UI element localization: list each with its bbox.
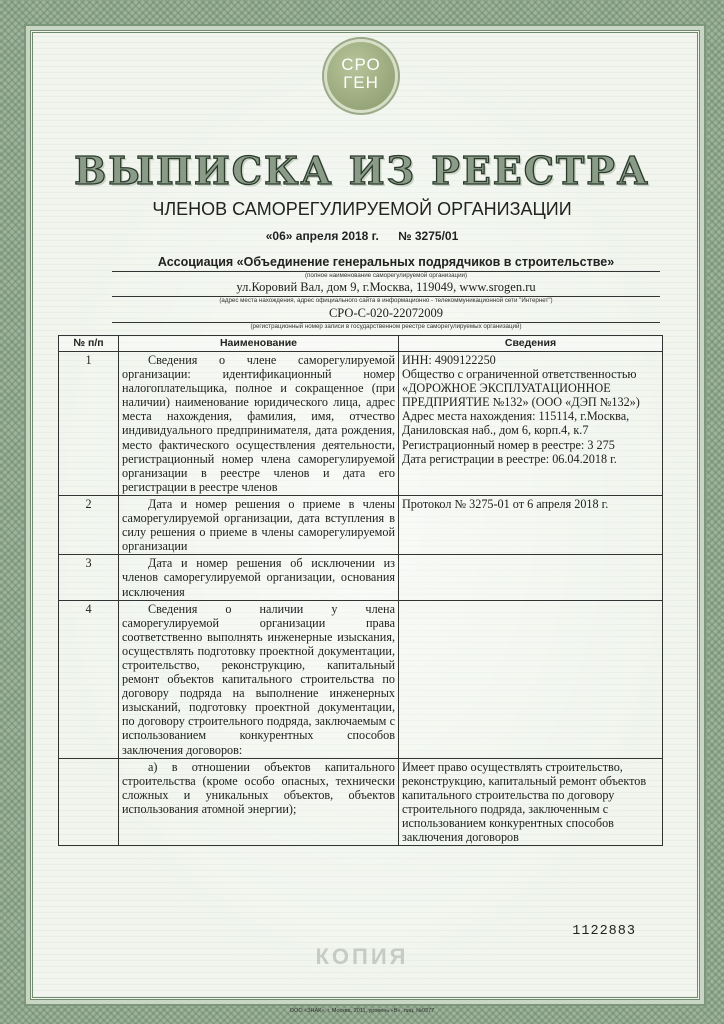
info-line: Имеет право осуществлять строительство, реконструкцию, капитальный ремонт объектов капитального строительства по договору строительного подряда, заключенным с использованием конкурентных способов заключения договоров [402, 759, 647, 845]
row-number: 4 [59, 600, 119, 758]
document-title: ВЫПИСКА ИЗ РЕЕСТРА [74, 148, 650, 193]
sro-reg-number: СРО-С-020-22072009 [112, 306, 660, 323]
info-line: Протокол № 3275-01 от 6 апреля 2018 г. [402, 496, 609, 511]
issue-date: «06» апреля 2018 г. [265, 229, 379, 243]
row-info [399, 555, 663, 600]
org-name-caption: (полное наименование саморегулируемой организации) [304, 272, 468, 279]
address-caption: (адрес места нахождения, адрес официального сайта в информационно - телекоммуникационной сети "Интернет") [219, 297, 553, 304]
info-line: Дата регистрации в реестре: 06.04.2018 г. [402, 451, 617, 466]
row-name: а) в отношении объектов капитального строительства (кроме особо опасных, технически сложных и уникальных объектов, объектов использования атомной энергии); [119, 758, 399, 846]
printer-imprint: ООО «ЗНАК», г. Москва, 2011, уровень «В», лиц. №0377 [289, 1008, 435, 1014]
row-number: 3 [59, 555, 119, 600]
row-name: Сведения о члене саморегулируемой организации: идентификационный номер налогоплательщика, полное и сокращенное (при наличии) наименование юридического лица, адрес места нахождения, фамилия, имя, отчество индивидуального предпринимателя, дата рождения, место фактического осуществления деятельности, регистрационный номер члена саморегулируемой организации в реестре членов и дата его регистрации в реестре членов [119, 352, 399, 496]
info-line: Общество с ограниченной ответственностью «ДОРОЖНОЕ ЭКСПЛУАТАЦИОННОЕ ПРЕДПРИЯТИЕ №132» (ООО «ДЭП №132») [402, 367, 640, 410]
row-name: Дата и номер решения о приеме в члены саморегулируемой организации, дата вступления в силу решения о приеме в члены саморегулируемой организации [119, 495, 399, 554]
reg-number-field [112, 306, 660, 331]
table-row [59, 600, 663, 758]
document-subtitle: ЧЛЕНОВ САМОРЕГУЛИРУЕМОЙ ОРГАНИЗАЦИИ [152, 199, 572, 219]
table-row [59, 555, 663, 600]
address-field [112, 280, 660, 305]
logo-line-2: ГЕН [343, 73, 379, 92]
register-table [58, 335, 663, 846]
header-name: Наименование [119, 336, 399, 352]
table-row [59, 352, 663, 496]
header-info: Сведения [399, 336, 663, 352]
table-row [59, 758, 663, 846]
date-number-line [0, 229, 724, 243]
info-line: Адрес места нахождения: 115114, г.Москва, Даниловская наб., дом 6, корп.4, к.7 [402, 409, 630, 438]
row-name: Дата и номер решения об исключении из членов саморегулируемой организации, основания исключения [119, 555, 399, 600]
row-info [399, 352, 663, 496]
srogen-logo [327, 42, 395, 110]
org-name-field [112, 255, 660, 280]
copy-watermark: КОПИЯ [315, 944, 409, 969]
table-header-row [59, 336, 663, 352]
serial-number: 1122883 [572, 924, 636, 939]
info-line: Регистрационный номер в реестре: 3 275 [402, 437, 615, 452]
row-name: Сведения о наличии у члена саморегулируемой организации права соответственно выполнять инженерные изыскания, осуществлять подготовку проектной документации, строительство, реконструкцию, капитальный ремонт объектов капитального строительства по договору подряда на выполнение инженерных изысканий, подготовку проектной документации, по договору строительного подряда, заключаемым с использованием конкурентных способов заключения договоров: [119, 600, 399, 758]
info-line: ИНН: 4909122250 [402, 353, 496, 367]
row-info [399, 495, 663, 554]
logo-line-1: СРО [341, 55, 381, 74]
row-number: 2 [59, 495, 119, 554]
table-row [59, 495, 663, 554]
org-name: Ассоциация «Объединение генеральных подрядчиков в строительстве» [112, 255, 660, 272]
row-info [399, 600, 663, 758]
reg-number-caption: (регистрационный номер записи в государственном реестре саморегулируемых организаций) [250, 323, 522, 330]
row-number [59, 758, 119, 846]
row-info [399, 758, 663, 846]
org-address: ул.Коровий Вал, дом 9, г.Москва, 119049, www.srogen.ru [112, 280, 660, 297]
extract-number: № 3275/01 [398, 229, 459, 243]
row-number: 1 [59, 352, 119, 496]
header-num: № п/п [59, 336, 119, 352]
